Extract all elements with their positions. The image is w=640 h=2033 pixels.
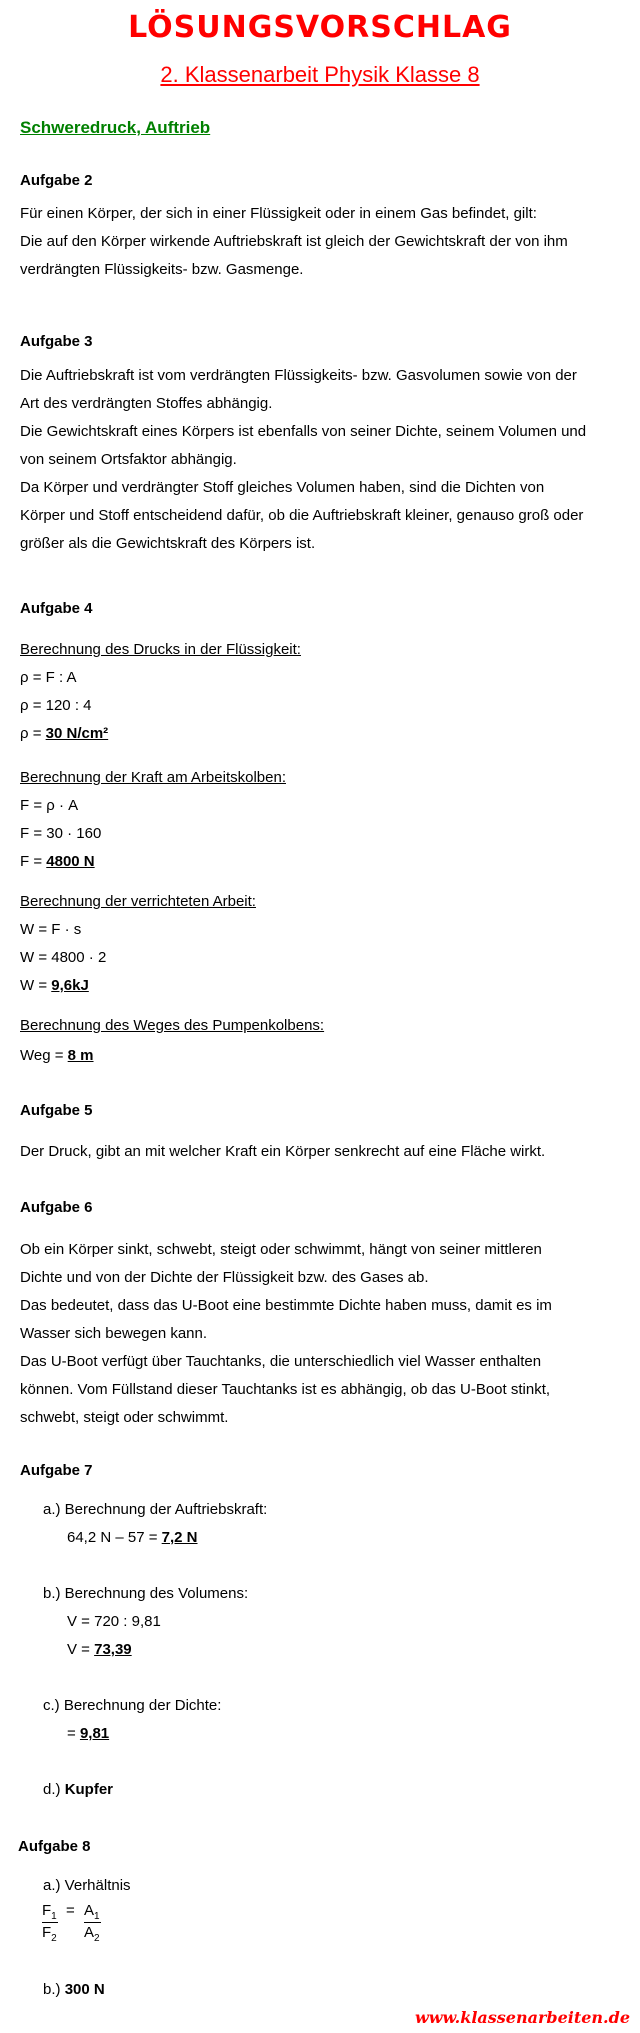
- aufgabe-2-line: Für einen Körper, der sich in einer Flüssigkeit oder in einem Gas befindet, gilt:: [20, 205, 537, 222]
- weg-result-line: Weg = 8 m: [20, 1047, 94, 1064]
- page-subtitle: 2. Klassenarbeit Physik Klasse 8: [160, 62, 480, 87]
- aufgabe-5-line: Der Druck, gibt an mit welcher Kraft ein Körper senkrecht auf eine Fläche wirkt.: [20, 1143, 546, 1160]
- aufgabe-6-line: Das bedeutet, dass das U-Boot eine bestimmte Dichte haben muss, damit es im: [20, 1297, 552, 1314]
- aufgabe-3-heading: Aufgabe 3: [20, 333, 93, 350]
- aufgabe-3-line: Körper und Stoff entscheidend dafür, ob die Auftriebskraft kleiner, genauso groß oder: [20, 507, 584, 524]
- weg-title: Berechnung des Weges des Pumpenkolbens:: [20, 1017, 325, 1034]
- aufgabe-6-heading: Aufgabe 6: [20, 1199, 93, 1216]
- druck-result: 30 N/cm²: [45, 725, 109, 742]
- aufgabe-6-line: können. Vom Füllstand dieser Tauchtanks ist es abhängig, ob das U-Boot stinkt,: [20, 1381, 551, 1398]
- aufgabe-7d-line: d.) Kupfer: [43, 1781, 114, 1798]
- aufgabe-7b-label: b.) Berechnung des Volumens:: [43, 1585, 249, 1602]
- aufgabe-8-heading: Aufgabe 8: [18, 1838, 91, 1855]
- aufgabe-7a-label: a.) Berechnung der Auftriebskraft:: [43, 1501, 268, 1518]
- aufgabe-2-heading: Aufgabe 2: [20, 172, 93, 189]
- druck-formula: ρ = F : A: [20, 669, 77, 686]
- arbeit-title: Berechnung der verrichteten Arbeit:: [20, 893, 256, 910]
- aufgabe-3-line: von seinem Ortsfaktor abhängig.: [20, 451, 237, 468]
- kraft-formula: F = ρ · A: [20, 797, 79, 814]
- aufgabe-3-line: Da Körper und verdrängter Stoff gleiches Volumen haben, sind die Dichten von: [20, 479, 545, 496]
- page-title: LÖSUNGSVORSCHLAG: [128, 10, 512, 45]
- aufgabe-3-line: größer als die Gewichtskraft des Körpers ist.: [20, 535, 316, 552]
- kraft-title: Berechnung der Kraft am Arbeitskolben:: [20, 769, 286, 786]
- aufgabe-7b-result-line: V = 73,39: [67, 1641, 132, 1658]
- volumen-result: 73,39: [94, 1641, 132, 1658]
- kraft-8b-result: 300 N: [64, 1981, 105, 1998]
- fraction-denominator-right: $A_2$: [84, 1924, 100, 1944]
- kraft-result: 4800 N: [46, 853, 95, 870]
- aufgabe-6-line: Dichte und von der Dichte der Flüssigkeit bzw. des Gases ab.: [20, 1269, 429, 1286]
- aufgabe-3-line: Die Auftriebskraft ist vom verdrängten Flüssigkeits- bzw. Gasvolumen sowie von der: [20, 367, 577, 384]
- aufgabe-8b-line: b.) 300 N: [43, 1981, 105, 1998]
- arbeit-result-line: W = 9,6kJ: [20, 977, 89, 994]
- druck-result-line: ρ = 30 N/cm²: [20, 725, 109, 742]
- aufgabe-7c-label: c.) Berechnung der Dichte:: [43, 1697, 222, 1714]
- kraft-result-line: F = 4800 N: [20, 853, 95, 870]
- ratio-fraction: [42, 1902, 122, 1944]
- aufgabe-6-line: schwebt, steigt oder schwimmt.: [20, 1409, 229, 1426]
- fraction-denominator-left: $F_2$: [42, 1924, 57, 1944]
- aufgabe-7b-calc: V = 720 : 9,81: [67, 1613, 161, 1630]
- weg-result: 8 m: [67, 1047, 94, 1064]
- footer-url[interactable]: www.klassenarbeiten.de: [414, 2008, 630, 2027]
- aufgabe-3-line: Art des verdrängten Stoffes abhängig.: [20, 395, 273, 412]
- fraction-numerator-right: $A_1$: [84, 1902, 100, 1922]
- arbeit-formula: W = F · s: [20, 921, 82, 938]
- auftriebskraft-result: 7,2 N: [161, 1529, 198, 1546]
- aufgabe-5-heading: Aufgabe 5: [20, 1102, 93, 1119]
- aufgabe-7c-result-line: = 9,81: [67, 1725, 110, 1742]
- material-result: Kupfer: [64, 1781, 114, 1798]
- aufgabe-8a-label: a.) Verhältnis: [43, 1877, 131, 1894]
- fraction-numerator-left: $F_1$: [42, 1902, 57, 1922]
- aufgabe-2-line: Die auf den Körper wirkende Auftriebskraft ist gleich der Gewichtskraft der von ihm: [20, 233, 568, 250]
- aufgabe-4-heading: Aufgabe 4: [20, 600, 93, 617]
- aufgabe-7-heading: Aufgabe 7: [20, 1462, 93, 1479]
- fraction-equals: =: [66, 1902, 75, 1919]
- aufgabe-6-line: Ob ein Körper sinkt, schwebt, steigt oder schwimmt, hängt von seiner mittleren: [20, 1241, 542, 1258]
- druck-calc: ρ = 120 : 4: [20, 697, 92, 714]
- fraction-bar-right: [84, 1922, 101, 1923]
- kraft-calc: F = 30 · 160: [20, 825, 102, 842]
- druck-title: Berechnung des Drucks in der Flüssigkeit:: [20, 641, 301, 658]
- arbeit-result: 9,6kJ: [51, 977, 89, 994]
- aufgabe-6-line: Das U-Boot verfügt über Tauchtanks, die unterschiedlich viel Wasser enthalten: [20, 1353, 542, 1370]
- aufgabe-6-line: Wasser sich bewegen kann.: [20, 1325, 208, 1342]
- aufgabe-7a-calc: 64,2 N – 57 = 7,2 N: [67, 1529, 198, 1546]
- arbeit-calc: W = 4800 · 2: [20, 949, 107, 966]
- section-heading: Schweredruck, Auftrieb: [20, 118, 211, 137]
- aufgabe-2-line: verdrängten Flüssigkeits- bzw. Gasmenge.: [20, 261, 304, 278]
- dichte-result: 9,81: [79, 1725, 110, 1742]
- fraction-bar-left: [42, 1922, 58, 1923]
- aufgabe-3-line: Die Gewichtskraft eines Körpers ist ebenfalls von seiner Dichte, seinem Volumen und: [20, 423, 587, 440]
